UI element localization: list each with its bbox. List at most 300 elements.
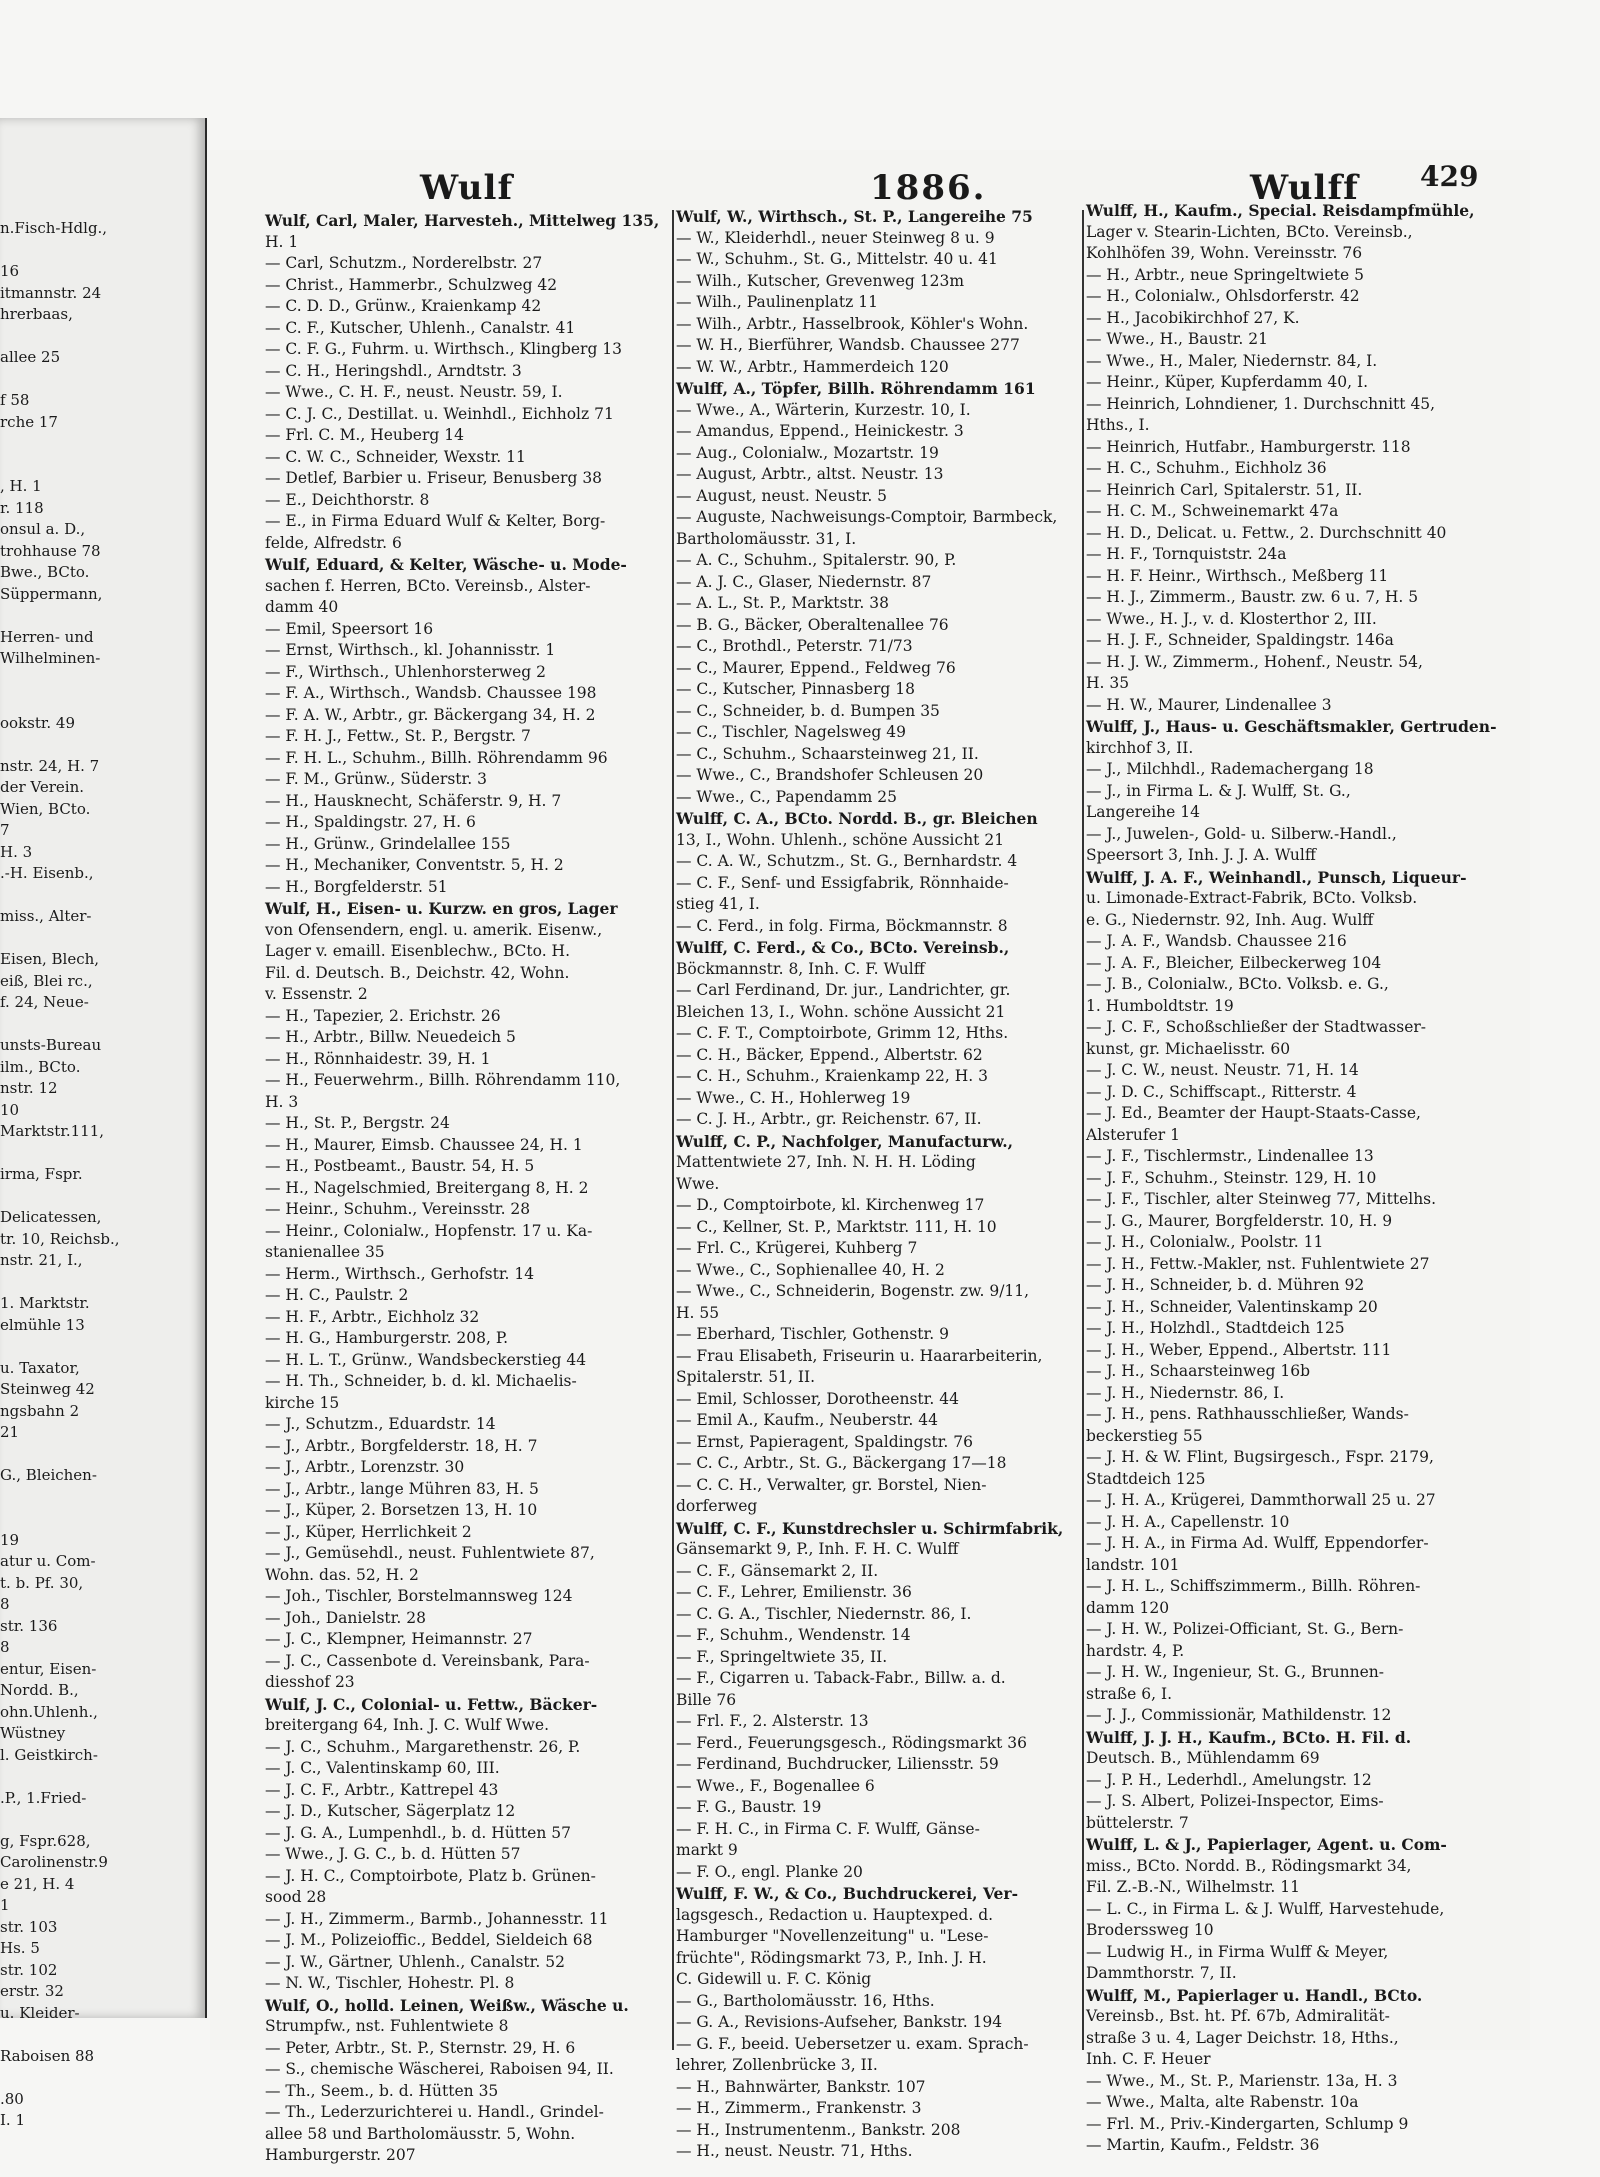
directory-entry-line: unsts-Bureau <box>0 1036 102 1054</box>
directory-entry-line: onsul a. D., <box>0 520 86 538</box>
directory-entry-line: — Heinrich Carl, Spitalerstr. 51, II. <box>1086 480 1363 499</box>
directory-entry-line: kunst, gr. Michaelisstr. 60 <box>1086 1039 1291 1058</box>
directory-entry-line: ilm., BCto. <box>0 1057 81 1076</box>
directory-entry-line: — H. F., Arbtr., Eichholz 32 <box>265 1307 480 1326</box>
directory-entry-line: — J. B., Colonialw., BCto. Volksb. e. G., <box>1086 975 1389 993</box>
directory-entry-line: — C., Tischler, Nagelsweg 49 <box>676 723 906 741</box>
directory-entry-line: — H. F., Tornquiststr. 24a <box>1086 545 1287 563</box>
directory-entry-line: Langereihe 14 <box>1086 803 1200 821</box>
directory-entry-line: f 58 <box>0 391 30 409</box>
directory-column-3 <box>1086 200 1516 2154</box>
directory-entry-line: Wulff, H., Kaufm., Special. Reisdampfmühle, <box>1086 201 1475 220</box>
directory-entry-line: — F., Springeltwiete 35, II. <box>676 1647 888 1666</box>
directory-entry-line: — C. W. C., Schneider, Wexstr. 11 <box>265 447 526 466</box>
directory-entry-line: — F. G., Baustr. 19 <box>676 1798 822 1816</box>
directory-entry-line: irma, Fspr. <box>0 1165 83 1183</box>
directory-entry-line: — J. H., Fettw.-Makler, nst. Fuhlentwiete 27 <box>1086 1254 1430 1273</box>
directory-entry-line: — J. M., Polizeioffic., Beddel, Sieldeich 68 <box>265 1931 593 1949</box>
directory-entry-line: — D., Comptoirbote, kl. Kirchenweg 17 <box>676 1196 985 1214</box>
directory-entry-line: — F. O., engl. Planke 20 <box>676 1862 863 1881</box>
directory-entry-line: — H., Hausknecht, Schäferstr. 9, H. 7 <box>265 791 562 810</box>
directory-entry-line: — J. H., Colonialw., Poolstr. 11 <box>1086 1233 1324 1251</box>
directory-entry-line: — H. J. W., Zimmerm., Hohenf., Neustr. 54, <box>1086 652 1423 671</box>
directory-entry-line: — H., Rönnhaidestr. 39, H. 1 <box>265 1049 491 1068</box>
header-year: 1886. <box>870 168 987 208</box>
directory-entry-line: — Wwe., C., Papendamm 25 <box>676 787 897 806</box>
directory-entry-line: Lager v. emaill. Eisenblechw., BCto. H. <box>265 942 571 960</box>
column-rule <box>672 210 674 2050</box>
directory-entry-line: — J. C., Schuhm., Margarethenstr. 26, P. <box>265 1737 581 1756</box>
directory-entry-line: — C. A. W., Schutzm., St. G., Bernhardstr. 4 <box>676 852 1018 870</box>
directory-entry-line: — J. G. A., Lumpenhdl., b. d. Hütten 57 <box>265 1823 571 1842</box>
directory-entry-line: — J. H., Holzhdl., Stadtdeich 125 <box>1086 1319 1345 1337</box>
directory-entry-line: — Ernst, Wirthsch., kl. Johannisstr. 1 <box>265 641 556 659</box>
directory-entry-line: Hths., I. <box>1086 416 1150 434</box>
directory-entry-line: H. 55 <box>676 1303 720 1322</box>
directory-entry-line: — C. F., Kutscher, Uhlenh., Canalstr. 41 <box>265 318 576 337</box>
directory-entry-line: itmannstr. 24 <box>0 283 102 302</box>
directory-entry-line: — J. H., Niedernstr. 86, I. <box>1086 1383 1285 1402</box>
directory-entry-line: — W. W., Arbtr., Hammerdeich 120 <box>676 357 949 376</box>
directory-entry-line: allee 25 <box>0 348 61 366</box>
directory-entry-line: — August, Arbtr., altst. Neustr. 13 <box>676 465 944 483</box>
directory-entry-line: — Frl. M., Priv.-Kindergarten, Schlump 9 <box>1086 2114 1409 2133</box>
directory-entry-line: — Heinrich, Hutfabr., Hamburgerstr. 118 <box>1086 437 1411 456</box>
directory-entry-line: — W., Schuhm., St. G., Mittelstr. 40 u. 41 <box>676 250 998 268</box>
directory-entry-line: 21 <box>0 1423 20 1441</box>
directory-entry-line: — J. H., Schneider, b. d. Mühren 92 <box>1086 1276 1365 1294</box>
directory-entry-line: — J. H., Zimmerm., Barmb., Johannesstr. 11 <box>265 1909 609 1928</box>
directory-entry-line: — Th., Lederzurichterei u. Handl., Grindel- <box>265 2103 604 2121</box>
directory-entry-line: — H. J. F., Schneider, Spaldingstr. 146a <box>1086 631 1394 649</box>
directory-entry-line: lehrer, Zollenbrücke 3, II. <box>676 2056 878 2074</box>
directory-entry-line <box>0 691 200 713</box>
directory-entry-line: tr. 10, Reichsb., <box>0 1229 120 1248</box>
directory-entry-line: — F., Schuhm., Wendenstr. 14 <box>676 1626 911 1644</box>
directory-entry-line: — H. C., Schuhm., Eichholz 36 <box>1086 459 1327 477</box>
directory-entry-line: — H., Bahnwärter, Bankstr. 107 <box>676 2077 926 2096</box>
directory-entry-line: — J. S. Albert, Polizei-Inspector, Eims- <box>1086 1792 1384 1810</box>
directory-entry-line <box>0 240 200 262</box>
directory-entry-line: — J. W., Gärtner, Uhlenh., Canalstr. 52 <box>265 1952 565 1971</box>
directory-entry-line <box>0 2024 200 2046</box>
directory-entry-line: — J. H. A., Capellenstr. 10 <box>1086 1512 1290 1531</box>
directory-entry-line: — J. H., Weber, Eppend., Albertstr. 111 <box>1086 1340 1392 1359</box>
directory-entry-line: Bartholomäusstr. 31, I. <box>676 529 857 548</box>
directory-entry-line: — J. H. W., Ingenieur, St. G., Brunnen- <box>1086 1663 1384 1681</box>
directory-entry-line: nstr. 21, I., <box>0 1251 83 1269</box>
directory-entry-line: 7 <box>0 821 10 839</box>
directory-entry-line: — W., Kleiderhdl., neuer Steinweg 8 u. 9 <box>676 228 995 247</box>
directory-entry-line: — F. H. C., in Firma C. F. Wulff, Gänse- <box>676 1819 980 1838</box>
column-rule <box>1082 210 1084 2050</box>
directory-entry-line: Lager v. Stearin-Lichten, BCto. Vereinsb., <box>1086 222 1413 241</box>
directory-entry-line: 19 <box>0 1530 20 1549</box>
directory-entry-line <box>0 885 200 907</box>
directory-entry-line: diesshof 23 <box>265 1673 355 1691</box>
directory-entry-line: Delicatessen, <box>0 1208 102 1226</box>
directory-entry-line: Bwe., BCto. <box>0 563 90 581</box>
directory-entry-line: — C. J. H., Arbtr., gr. Reichenstr. 67, II. <box>676 1110 982 1128</box>
directory-entry-line: — Carl, Schutzm., Norderelbstr. 27 <box>265 254 543 272</box>
directory-entry-line: — F. M., Grünw., Süderstr. 3 <box>265 770 487 788</box>
directory-entry-line: Nordd. B., <box>0 1681 79 1699</box>
directory-entry-line: 8 <box>0 1638 10 1656</box>
directory-entry-line: — H., neust. Neustr. 71, Hths. <box>676 2142 913 2160</box>
directory-entry-line: — J. H. A., Krügerei, Dammthorwall 25 u. 27 <box>1086 1491 1436 1509</box>
directory-entry-line <box>0 1014 200 1036</box>
directory-entry-line: — C. F., Senf- und Essigfabrik, Rönnhaide- <box>676 873 1009 892</box>
directory-entry-line <box>0 1186 200 1208</box>
directory-entry-line: — H., Tapezier, 2. Erichstr. 26 <box>265 1006 501 1025</box>
directory-entry-line: 1 <box>0 1896 10 1914</box>
directory-entry-line: — E., Deichthorstr. 8 <box>265 490 430 509</box>
directory-entry-line: trohhause 78 <box>0 541 101 560</box>
directory-entry-line: Bleichen 13, I., Wohn. schöne Aussicht 21 <box>676 1002 1006 1021</box>
directory-entry-line: — Wwe., J. G. C., b. d. Hütten 57 <box>265 1845 521 1863</box>
directory-entry-line: str. 102 <box>0 1960 58 1979</box>
directory-entry-line: Wulff, C. Ferd., & Co., BCto. Vereinsb., <box>676 938 1010 957</box>
directory-entry-line: dorferweg <box>676 1497 758 1515</box>
directory-entry-line: — G. F., beeid. Uebersetzer u. exam. Sprach- <box>676 2034 1029 2053</box>
directory-entry-line: C. Gidewill u. F. C. König <box>676 1970 872 1988</box>
directory-entry-line: landstr. 101 <box>1086 1555 1180 1574</box>
directory-entry-line: — H., Feuerwehrm., Billh. Röhrendamm 110, <box>265 1071 621 1089</box>
directory-entry-line: Gänsemarkt 9, P., Inh. F. H. C. Wulff <box>676 1540 959 1558</box>
directory-entry-line: — Martin, Kaufm., Feldstr. 36 <box>1086 2136 1320 2154</box>
directory-entry-line: — Auguste, Nachweisungs-Comptoir, Barmbeck, <box>676 508 1058 526</box>
page-number: 429 <box>1420 160 1479 193</box>
directory-entry-line: — J. H., pens. Rathhausschließer, Wands- <box>1086 1405 1409 1423</box>
directory-entry-line: Eisen, Blech, <box>0 950 100 968</box>
directory-entry-line: — J. D., Kutscher, Sägerplatz 12 <box>265 1802 516 1820</box>
directory-entry-line: — Wwe., M., St. P., Marienstr. 13a, H. 3 <box>1086 2071 1398 2090</box>
directory-entry-line: — Eberhard, Tischler, Gothenstr. 9 <box>676 1325 949 1343</box>
directory-entry-line <box>0 734 200 756</box>
directory-entry-line <box>0 1508 200 1530</box>
directory-entry-line: — H., Arbtr., neue Springeltwiete 5 <box>1086 265 1364 284</box>
directory-entry-line: 8 <box>0 1595 10 1613</box>
directory-entry-line: — J. J., Commissionär, Mathildenstr. 12 <box>1086 1706 1392 1724</box>
directory-entry-line <box>0 605 200 627</box>
directory-entry-line: damm 40 <box>265 598 339 616</box>
directory-entry-line: Raboisen 88 <box>0 2046 95 2065</box>
directory-entry-line: Alsterufer 1 <box>1086 1125 1181 1144</box>
directory-entry-line: — Ludwig H., in Firma Wulff & Meyer, <box>1086 1942 1389 1961</box>
directory-entry-line: beckerstieg 55 <box>1086 1426 1203 1445</box>
directory-entry-line: — Wilh., Paulinenplatz 11 <box>676 293 878 311</box>
directory-entry-line: — H., Spaldingstr. 27, H. 6 <box>265 813 476 831</box>
directory-entry-line: stanienallee 35 <box>265 1243 385 1261</box>
directory-entry-line: — J. P. H., Lederhdl., Amelungstr. 12 <box>1086 1770 1372 1789</box>
directory-entry-line: — C., Schneider, b. d. Bumpen 35 <box>676 701 940 720</box>
directory-entry-line: hardstr. 4, P. <box>1086 1641 1185 1660</box>
directory-entry-line: — C. H., Bäcker, Eppend., Albertstr. 62 <box>676 1045 983 1064</box>
directory-entry-line: t. b. Pf. 30, <box>0 1573 84 1592</box>
directory-entry-line: Wulff, M., Papierlager u. Handl., BCto. <box>1086 1985 1423 2005</box>
directory-entry-line: — J. H. L., Schiffszimmerm., Billh. Röhren- <box>1086 1577 1421 1595</box>
directory-entry-line: — H. F. Heinr., Wirthsch., Meßberg 11 <box>1086 566 1389 585</box>
directory-entry-line: — Wwe., H., Baustr. 21 <box>1086 330 1268 348</box>
directory-entry-line: — C., Maurer, Eppend., Feldweg 76 <box>676 658 956 677</box>
directory-entry-line: — C. J. C., Destillat. u. Weinhdl., Eichholz 71 <box>265 404 614 423</box>
directory-entry-line: — C. H., Heringshdl., Arndtstr. 3 <box>265 361 522 380</box>
directory-entry-line: — J., Gemüsehdl., neust. Fuhlentwiete 87, <box>265 1544 595 1562</box>
directory-entry-line: — C. G. A., Tischler, Niedernstr. 86, I. <box>676 1604 972 1623</box>
directory-entry-line: Deutsch. B., Mühlendamm 69 <box>1086 1749 1320 1767</box>
directory-entry-line: — J. F., Tischlermstr., Lindenallee 13 <box>1086 1147 1374 1165</box>
directory-entry-line <box>0 1444 200 1466</box>
directory-entry-line: — Wwe., H., Maler, Niedernstr. 84, I. <box>1086 351 1378 370</box>
directory-entry-line: — Detlef, Barbier u. Friseur, Benusberg 38 <box>265 469 603 487</box>
directory-entry-line: Wwe. <box>676 1174 720 1193</box>
directory-entry-line <box>0 1143 200 1165</box>
directory-entry-line: H. 1 <box>265 232 299 251</box>
directory-entry-line: Fil. d. Deutsch. B., Deichstr. 42, Wohn. <box>265 963 570 982</box>
directory-entry-line: — W. H., Bierführer, Wandsb. Chaussee 277 <box>676 336 1020 354</box>
directory-entry-line: nstr. 12 <box>0 1079 58 1097</box>
directory-entry-line: G., Bleichen- <box>0 1466 97 1484</box>
directory-entry-line: — Heinr., Colonialw., Hopfenstr. 17 u. Ka- <box>265 1221 593 1240</box>
directory-entry-line: — H., Maurer, Eimsb. Chaussee 24, H. 1 <box>265 1135 583 1154</box>
directory-entry-line: — H., Nagelschmied, Breitergang 8, H. 2 <box>265 1178 589 1197</box>
directory-entry-line: Fil. Z.-B.-N., Wilhelmstr. 11 <box>1086 1878 1300 1896</box>
directory-entry-line: — C. C., Arbtr., St. G., Bäckergang 17—18 <box>676 1454 1007 1472</box>
directory-entry-line: — Wwe., A., Wärterin, Kurzestr. 10, I. <box>676 400 971 419</box>
directory-entry-line: — C., Kellner, St. P., Marktstr. 111, H. 10 <box>676 1217 997 1236</box>
directory-entry-line: — N. W., Tischler, Hohestr. Pl. 8 <box>265 1974 515 1992</box>
directory-entry-line: — Wwe., C., Schneiderin, Bogenstr. zw. 9/11, <box>676 1282 1030 1300</box>
directory-entry-line: — J. F., Tischler, alter Steinweg 77, Mittelhs. <box>1086 1190 1437 1208</box>
directory-entry-line: Herren- und <box>0 627 94 646</box>
directory-entry-line: sachen f. Herren, BCto. Vereinsb., Alster- <box>265 576 591 595</box>
directory-entry-line: Wien, BCto. <box>0 799 91 818</box>
directory-entry-line: — J. C. F., Arbtr., Kattrepel 43 <box>265 1780 499 1799</box>
directory-entry-line: Wulff, F. W., & Co., Buchdruckerei, Ver- <box>676 1884 1019 1903</box>
directory-entry-line: — H., Mechaniker, Conventstr. 5, H. 2 <box>265 856 564 874</box>
directory-entry-line: — Wilh., Kutscher, Grevenweg 123m <box>676 271 965 290</box>
directory-entry-line: — C. D. D., Grünw., Kraienkamp 42 <box>265 297 542 315</box>
directory-entry-line: — Emil, Schlosser, Dorotheenstr. 44 <box>676 1389 959 1408</box>
directory-entry-line: — J., Juwelen-, Gold- u. Silberw.-Handl., <box>1086 824 1397 843</box>
directory-entry-line: — A. L., St. P., Marktstr. 38 <box>676 594 889 612</box>
directory-entry-line: f. 24, Neue- <box>0 993 89 1011</box>
directory-entry-line: sood 28 <box>265 1888 327 1906</box>
directory-entry-line: Wulf, W., Wirthsch., St. P., Langereihe 75 <box>676 207 1033 226</box>
directory-entry-line: atur u. Com- <box>0 1552 96 1570</box>
directory-entry-line: markt 9 <box>676 1841 738 1859</box>
directory-entry-line: — H. W., Maurer, Lindenallee 3 <box>1086 695 1332 714</box>
directory-entry-line: — C. F., Gänsemarkt 2, II. <box>676 1561 879 1580</box>
directory-entry-line: — F. A. W., Arbtr., gr. Bäckergang 34, H. 2 <box>265 705 596 724</box>
directory-entry-line: — G. A., Revisions-Aufseher, Bankstr. 194 <box>676 2013 1003 2031</box>
directory-entry-line: — G., Bartholomäusstr. 16, Hths. <box>676 1991 935 2010</box>
directory-entry-line: — J., Schutzm., Eduardstr. 14 <box>265 1415 496 1433</box>
directory-entry-line <box>0 326 200 348</box>
directory-entry-line: Wulff, J., Haus- u. Geschäftsmakler, Gertruden- <box>1086 717 1497 736</box>
directory-entry-line: Stadtdeich 125 <box>1086 1469 1206 1488</box>
directory-entry-line: — Frl. C., Krügerei, Kuhberg 7 <box>676 1239 918 1257</box>
directory-entry-line: — J. H. W., Polizei-Officiant, St. G., Bern- <box>1086 1620 1404 1638</box>
directory-entry-line: — Amandus, Eppend., Heinickestr. 3 <box>676 422 964 440</box>
directory-entry-line: Wohn. das. 52, H. 2 <box>265 1565 419 1584</box>
directory-entry-line: — H. C., Paulstr. 2 <box>265 1286 409 1304</box>
directory-entry-line: u. Kleider- <box>0 2003 80 2022</box>
directory-entry-line: straße 6, I. <box>1086 1684 1173 1703</box>
directory-entry-line <box>0 928 200 950</box>
directory-entry-line: u. Taxator, <box>0 1358 80 1377</box>
directory-entry-line: — Wwe., H. J., v. d. Klosterthor 2, III. <box>1086 609 1377 628</box>
directory-entry-line: — H., St. P., Bergstr. 24 <box>265 1114 450 1132</box>
directory-entry-line: — J. C. W., neust. Neustr. 71, H. 14 <box>1086 1061 1359 1079</box>
directory-entry-line <box>0 1336 200 1358</box>
directory-entry-line: ookstr. 49 <box>0 713 76 732</box>
directory-entry-line: büttelerstr. 7 <box>1086 1813 1189 1832</box>
directory-entry-line: — H., Borgfelderstr. 51 <box>265 877 448 896</box>
directory-entry-line: — Aug., Colonialw., Mozartstr. 19 <box>676 443 939 462</box>
directory-entry-line: — Wilh., Arbtr., Hasselbrook, Köhler's Wohn. <box>676 314 1029 333</box>
directory-entry-line: — Peter, Arbtr., St. P., Sternstr. 29, H. 6 <box>265 2038 576 2057</box>
directory-entry-line: — C. F. T., Comptoirbote, Grimm 12, Hths. <box>676 1024 1009 1042</box>
directory-entry-line: — C. Ferd., in folg. Firma, Böckmannstr. 8 <box>676 916 1008 935</box>
directory-entry-line: Wulff, J. J. H., Kaufm., BCto. H. Fil. d. <box>1086 1727 1412 1747</box>
directory-entry-line: Wulff, C. F., Kunstdrechsler u. Schirmfabrik, <box>676 1518 1064 1538</box>
left-fragment-column <box>0 218 200 2129</box>
directory-entry-line: Inh. C. F. Heuer <box>1086 2050 1211 2068</box>
directory-entry-line: — E., in Firma Eduard Wulf & Kelter, Borg- <box>265 512 606 530</box>
directory-entry-line: — J. Ed., Beamter der Haupt-Staats-Casse, <box>1086 1104 1421 1122</box>
directory-entry-line <box>0 1272 200 1294</box>
directory-entry-line: Wüstney <box>0 1724 66 1742</box>
directory-entry-line: — J., in Firma L. & J. Wulff, St. G., <box>1086 781 1351 800</box>
directory-entry-line: — H. L. T., Grünw., Wandsbeckerstieg 44 <box>265 1350 587 1369</box>
directory-entry-line <box>0 2067 200 2089</box>
directory-entry-line: — J. H. A., in Firma Ad. Wulff, Eppendorfer- <box>1086 1534 1429 1552</box>
directory-entry-line: Speersort 3, Inh. J. J. A. Wulff <box>1086 846 1316 864</box>
directory-entry-line: v. Essenstr. 2 <box>265 985 368 1003</box>
directory-entry-line: — H., Grünw., Grindelallee 155 <box>265 834 511 853</box>
directory-entry-line: Wulff, C. P., Nachfolger, Manufacturw., <box>676 1131 1013 1151</box>
directory-entry-line: — J. C., Valentinskamp 60, III. <box>265 1759 500 1777</box>
directory-entry-line: — C. C. H., Verwalter, gr. Borstel, Nien- <box>676 1475 987 1494</box>
directory-entry-line: breitergang 64, Inh. J. C. Wulf Wwe. <box>265 1716 550 1734</box>
directory-entry-line: eiß, Blei rc., <box>0 971 93 990</box>
directory-entry-line: — C., Kutscher, Pinnasberg 18 <box>676 680 915 698</box>
directory-entry-line: Böckmannstr. 8, Inh. C. F. Wulff <box>676 959 925 978</box>
directory-entry-line: Wulf, Carl, Maler, Harvesteh., Mittelweg 135, <box>265 211 660 230</box>
directory-entry-line: — C., Brothdl., Peterstr. 71/73 <box>676 637 913 655</box>
directory-entry-line: — Joh., Danielstr. 28 <box>265 1608 426 1627</box>
directory-entry-line: H. 3 <box>0 842 33 861</box>
directory-entry-line: entur, Eisen- <box>0 1659 97 1678</box>
directory-entry-line: — B. G., Bäcker, Oberaltenallee 76 <box>676 615 949 634</box>
directory-entry-line <box>0 455 200 477</box>
directory-entry-line: Wulf, J. C., Colonial- u. Fettw., Bäcker- <box>265 1694 598 1714</box>
directory-entry-line: — Wwe., C., Sophienallee 40, H. 2 <box>676 1260 945 1279</box>
directory-entry-line: hrerbaas, <box>0 305 73 323</box>
directory-entry-line: Hs. 5 <box>0 1939 40 1957</box>
directory-entry-line: — J. H., Schaarsteinweg 16b <box>1086 1362 1310 1380</box>
directory-entry-line: str. 136 <box>0 1616 58 1635</box>
directory-entry-line: früchte", Rödingsmarkt 73, P., Inh. J. H. <box>676 1948 987 1967</box>
directory-entry-line: — J., Arbtr., Lorenzstr. 30 <box>265 1458 465 1476</box>
directory-entry-line: — H. J., Zimmerm., Baustr. zw. 6 u. 7, H. 5 <box>1086 588 1419 606</box>
directory-entry-line: — Emil, Speersort 16 <box>265 619 434 638</box>
directory-entry-line: straße 3 u. 4, Lager Deichstr. 18, Hths., <box>1086 2028 1399 2047</box>
directory-entry-line: felde, Alfredstr. 6 <box>265 533 402 552</box>
directory-entry-line: damm 120 <box>1086 1598 1170 1617</box>
directory-entry-line: — H. C. M., Schweinemarkt 47a <box>1086 502 1339 520</box>
directory-entry-line: nstr. 24, H. 7 <box>0 756 100 775</box>
directory-entry-line: — A. J. C., Glaser, Niedernstr. 87 <box>676 572 932 591</box>
directory-entry-line: 1. Humboldtstr. 19 <box>1086 996 1234 1015</box>
directory-entry-line: stieg 41, I. <box>676 895 760 913</box>
directory-entry-line: — Ferdinand, Buchdrucker, Liliensstr. 59 <box>676 1755 999 1773</box>
directory-entry-line: Strumpfw., nst. Fuhlentwiete 8 <box>265 2017 509 2035</box>
directory-entry-line: — F. H. L., Schuhm., Billh. Röhrendamm 96 <box>265 748 608 767</box>
directory-entry-line: — H., Colonialw., Ohlsdorferstr. 42 <box>1086 287 1360 305</box>
directory-entry-line: — Heinrich, Lohndiener, 1. Durchschnitt 45, <box>1086 394 1436 413</box>
directory-entry-line: — C. F., Lehrer, Emilienstr. 36 <box>676 1583 912 1601</box>
directory-entry-line: — H. Th., Schneider, b. d. kl. Michaelis- <box>265 1372 577 1390</box>
directory-entry-line: — Christ., Hammerbr., Schulzweg 42 <box>265 275 558 294</box>
directory-entry-line: r. 118 <box>0 498 44 517</box>
directory-entry-line: u. Limonade-Extract-Fabrik, BCto. Volksb. <box>1086 889 1418 907</box>
directory-entry-line: — J. F., Schuhm., Steinstr. 129, H. 10 <box>1086 1168 1377 1187</box>
directory-entry-line: — Ernst, Papieragent, Spaldingstr. 76 <box>676 1432 973 1451</box>
directory-entry-line: — J. C., Cassenbote d. Vereinsbank, Para- <box>265 1651 590 1670</box>
directory-entry-line: Hamburger "Novellenzeitung" u. "Lese- <box>676 1927 989 1945</box>
directory-entry-line: .-H. Eisenb., <box>0 864 94 882</box>
directory-entry-line: I. 1 <box>0 2111 26 2129</box>
directory-entry-line: — J. A. F., Wandsb. Chaussee 216 <box>1086 932 1347 950</box>
directory-entry-line: Wulf, O., holld. Leinen, Weißw., Wäsche u. <box>265 1995 629 2015</box>
directory-entry-line: elmühle 13 <box>0 1315 85 1334</box>
directory-entry-line: — H., Zimmerm., Frankenstr. 3 <box>676 2099 922 2117</box>
directory-entry-line: — H., Jacobikirchhof 27, K. <box>1086 308 1300 327</box>
directory-entry-line: .80 <box>0 2089 24 2108</box>
directory-entry-line: — J. C., Klempner, Heimannstr. 27 <box>265 1630 533 1648</box>
directory-entry-line: — J. H. C., Comptoirbote, Platz b. Grünen- <box>265 1866 596 1885</box>
directory-entry-line: l. Geistkirch- <box>0 1745 98 1764</box>
directory-entry-line: Dammthorstr. 7, II. <box>1086 1964 1237 1982</box>
header-left-word: Wulf <box>420 168 514 208</box>
directory-entry-line <box>0 1766 200 1788</box>
directory-entry-line: — C. F. G., Fuhrm. u. Wirthsch., Klingberg 13 <box>265 340 623 358</box>
directory-entry-line: — Ferd., Feuerungsgesch., Rödingsmarkt 36 <box>676 1733 1027 1752</box>
directory-entry-line: H. 35 <box>1086 674 1130 692</box>
directory-column-1 <box>265 210 665 2164</box>
directory-entry-line: — Frl. C. M., Heuberg 14 <box>265 426 464 444</box>
directory-entry-line: ngsbahn 2 <box>0 1401 80 1420</box>
directory-entry-line: — C., Schuhm., Schaarsteinweg 21, II. <box>676 744 979 763</box>
directory-entry-line: Wulf, Eduard, & Kelter, Wäsche- u. Mode- <box>265 555 627 574</box>
directory-entry-line: .P., 1.Fried- <box>0 1788 87 1807</box>
directory-entry-line: — J. H., Schneider, Valentinskamp 20 <box>1086 1297 1378 1316</box>
directory-entry-line: — H., Postbeamt., Baustr. 54, H. 5 <box>265 1157 535 1175</box>
directory-entry-line: — J., Arbtr., lange Mühren 83, H. 5 <box>265 1479 539 1498</box>
directory-entry-line: — F., Cigarren u. Taback-Fabr., Billw. a. d. <box>676 1669 1006 1687</box>
directory-entry-line: Marktstr.111, <box>0 1122 105 1140</box>
directory-entry-line: — J. A. F., Bleicher, Eilbeckerweg 104 <box>1086 953 1382 972</box>
directory-entry-line: — H., Arbtr., Billw. Neuedeich 5 <box>265 1028 516 1046</box>
directory-entry-line: — L. C., in Firma L. & J. Wulff, Harvestehude, <box>1086 1899 1445 1918</box>
directory-entry-line: Steinweg 42 <box>0 1380 95 1398</box>
directory-entry-line: — J. G., Maurer, Borgfelderstr. 10, H. 9 <box>1086 1211 1393 1230</box>
directory-entry-line: — J. C. F., Schoßschließer der Stadtwasser- <box>1086 1018 1427 1036</box>
directory-entry-line: — Joh., Tischler, Borstelmannsweg 124 <box>265 1587 573 1605</box>
directory-entry-line: — F., Wirthsch., Uhlenhorsterweg 2 <box>265 662 546 681</box>
